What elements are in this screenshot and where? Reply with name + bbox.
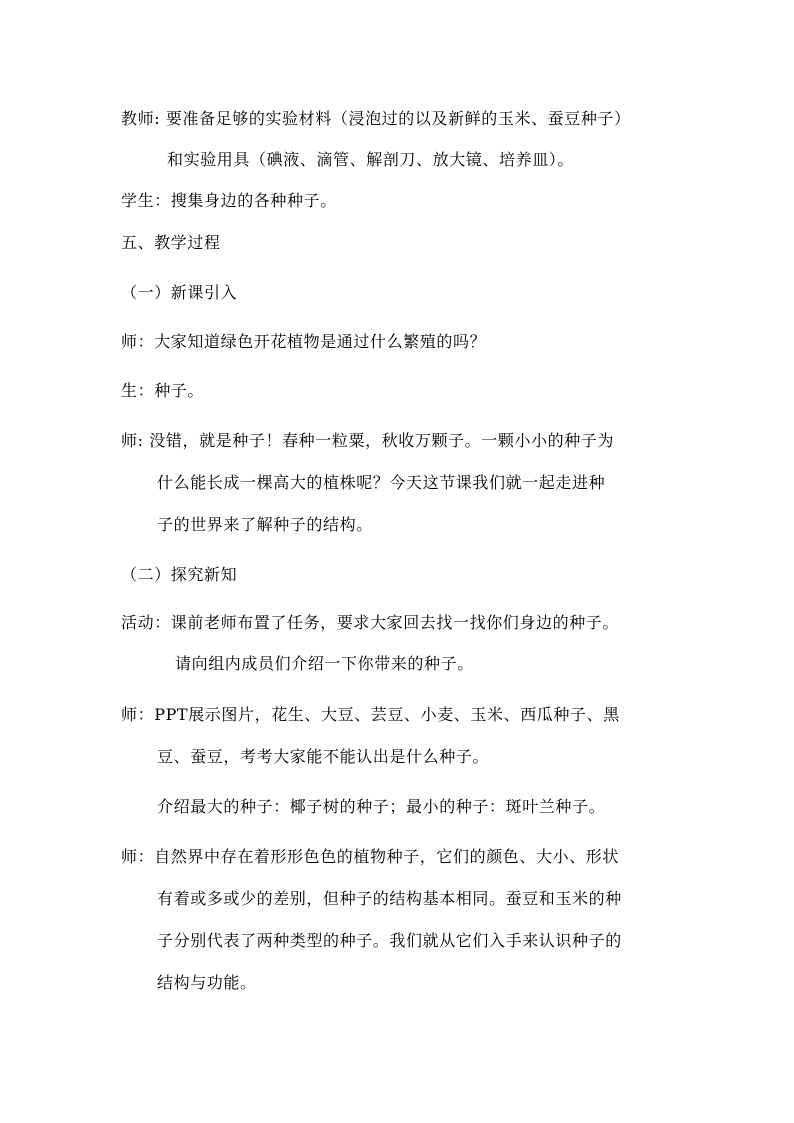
activity-line-2: 请向组内成员们介绍一下你带来的种子。 — [175, 654, 474, 673]
section-heading: 五、教学过程 — [121, 233, 221, 252]
teacher-para-2-line-1: 师: 没错，就是种子！春种一粒粟，秋收万颗子。一颗小小的种子为 — [121, 431, 615, 450]
teacher-prep-line-1: 教师: 要准备足够的实验材料（浸泡过的以及新鲜的玉米、蚕豆种子） — [121, 109, 631, 128]
teacher-question: 师：大家知道绿色开花植物是通过什么繁殖的吗？ — [121, 332, 487, 351]
teacher-para-4-line-4: 结构与功能。 — [157, 973, 257, 992]
activity-line-1: 活动：课前老师布置了任务，要求大家回去找一找你们身边的种子。 — [121, 613, 620, 632]
teacher-para-4-line-1: 师：自然界中存在着形形色色的植物种子，它们的颜色、大小、形状 — [121, 847, 620, 866]
teacher-para-4-line-2: 有着或多或少的差别，但种子的结构基本相同。蚕豆和玉米的种 — [157, 889, 622, 908]
subsection-heading-intro: （一）新课引入 — [121, 283, 238, 302]
teacher-para-3-line-1: 师：PPT展示图片，花生、大豆、芸豆、小麦、玉米、西瓜种子、黑 — [121, 705, 620, 724]
student-answer: 生：种子。 — [121, 381, 205, 400]
teacher-para-3-line-3: 介绍最大的种子：椰子树的种子；最小的种子：斑叶兰种子。 — [157, 797, 606, 816]
teacher-prep-line-2: 和实验用具（碘液、滴管、解剖刀、放大镜、培养皿）。 — [167, 150, 575, 169]
student-prep-line: 学生：搜集身边的各种种子。 — [121, 191, 337, 210]
teacher-para-2-line-2: 什么能长成一棵高大的植株呢？今天这节课我们就一起走进种 — [157, 473, 606, 492]
teacher-para-3-line-2: 豆、蚕豆，考考大家能不能认出是什么种子。 — [157, 747, 490, 766]
teacher-para-4-line-3: 子分别代表了两种类型的种子。我们就从它们入手来认识种子的 — [157, 931, 622, 950]
teacher-para-2-line-3: 子的世界来了解种子的结构。 — [157, 515, 373, 534]
subsection-heading-explore: （二）探究新知 — [121, 565, 238, 584]
